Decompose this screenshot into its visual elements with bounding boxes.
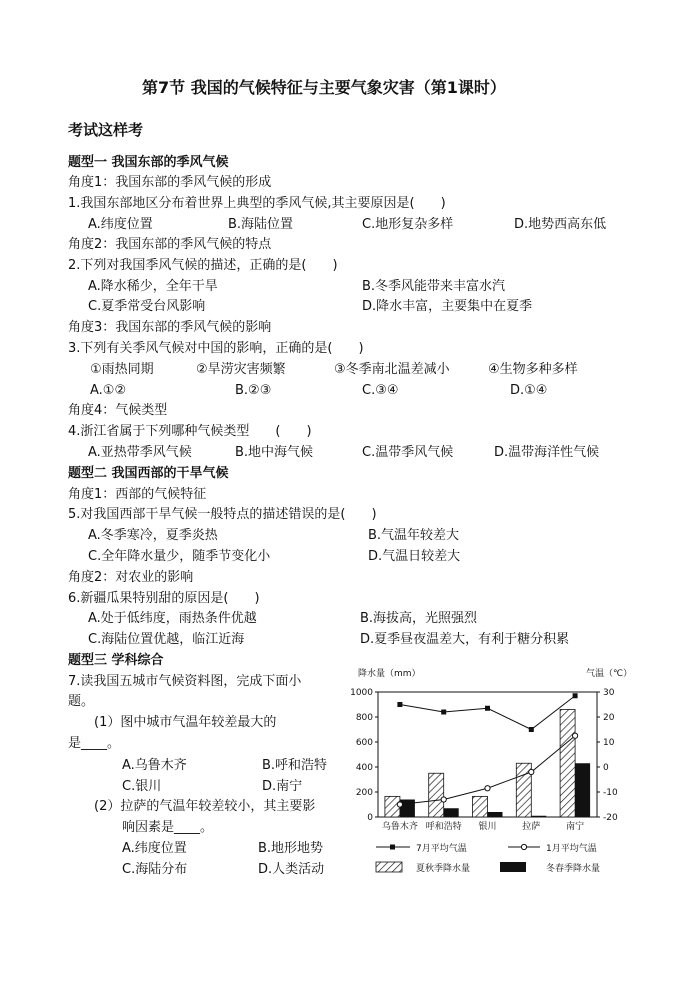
angle-3-label: 角度3：我国东部的季风气候的影响: [68, 320, 272, 335]
y-right-tick-label: 0: [603, 763, 609, 773]
q2-option-c: C.夏季常受台风影响: [88, 299, 206, 314]
q7-sub1-option-b: B.呼和浩特: [262, 758, 328, 773]
x-category-label: 拉萨: [522, 822, 541, 832]
legend-july-label: 7月平均气温: [416, 844, 467, 854]
question-1: 1.我国东部地区分布着世界上典型的季风气候,其主要原因是( ): [68, 196, 446, 211]
climate-chart: [340, 662, 640, 890]
y-left-tick-label: 600: [355, 738, 373, 748]
q1-option-a: A.纬度位置: [88, 217, 153, 232]
jan-temp-point: [573, 733, 578, 738]
angle-5-label: 角度1：西部的气候特征: [68, 487, 207, 502]
question-7-line1: 7.读我国五城市气候资料图，完成下面小: [68, 674, 302, 689]
question-6: 6.新疆瓜果特别甜的原因是( ): [68, 591, 260, 606]
q1-option-d: D.地势西高东低: [514, 217, 607, 232]
legend-july-marker: [390, 845, 395, 850]
type2-heading: 题型二 我国西部的干旱气候: [68, 466, 229, 481]
q6-option-b: B.海拔高，光照强烈: [360, 611, 478, 626]
q2-option-b: B.冬季风能带来丰富水汽: [362, 279, 506, 294]
q2-option-a: A.降水稀少，全年干旱: [88, 279, 218, 294]
jan-temp-point: [397, 802, 402, 807]
question-5: 5.对我国西部干旱气候一般特点的描述错误的是( ): [68, 507, 377, 522]
y-right-tick-label: 30: [603, 688, 615, 698]
bar-summer-precip: [429, 773, 444, 817]
y-right-axis-title: 气温（℃）: [586, 669, 633, 679]
q2-option-d: D.降水丰富，主要集中在夏季: [362, 299, 533, 314]
q6-option-a: A.处于低纬度，雨热条件优越: [88, 611, 257, 626]
y-left-tick-label: 200: [355, 788, 373, 798]
q3-option-a: A.①②: [90, 383, 127, 398]
jan-temp-point: [529, 769, 534, 774]
angle-6-label: 角度2：对农业的影响: [68, 570, 194, 585]
july-temp-line: [400, 696, 575, 730]
q5-option-c: C.全年降水量少，随季节变化小: [88, 549, 271, 564]
legend-winter-swatch: [500, 862, 526, 872]
y-right-tick-label: -20: [603, 813, 618, 823]
x-category-label: 银川: [478, 822, 497, 832]
type1-heading: 题型一 我国东部的季风气候: [68, 155, 229, 170]
q7-sub1-option-c: C.银川: [122, 779, 162, 794]
q3-option-b: B.②③: [235, 383, 272, 398]
july-temp-point: [573, 693, 578, 698]
q3-statement-3: ③冬季南北温差减小: [334, 362, 450, 377]
q3-option-d: D.①④: [510, 383, 548, 398]
q7-sub2-line2: 响因素是____。: [122, 820, 214, 835]
jan-temp-point: [441, 797, 446, 802]
legend-winter-label: 冬春季降水量: [546, 864, 601, 874]
question-3: 3.下列有关季风气候对中国的影响，正确的是( ): [68, 341, 364, 356]
bar-winter-precip: [444, 808, 459, 817]
q1-option-b: B.海陆位置: [228, 217, 294, 232]
angle-4-label: 角度4：气候类型: [68, 403, 168, 418]
q7-sub1-line1: (1）图中城市气温年较差最大的: [94, 715, 277, 730]
q1-option-c: C.地形复杂多样: [362, 217, 454, 232]
q5-option-a: A.冬季寒冷，夏季炎热: [88, 528, 218, 543]
bar-summer-precip: [385, 796, 400, 817]
july-temp-point: [397, 702, 402, 707]
jan-temp-point: [485, 786, 490, 791]
q7-sub2-option-a: A.纬度位置: [122, 841, 187, 856]
q4-option-a: A.亚热带季风气候: [88, 445, 192, 460]
y-left-axis-title: 降水量（mm）: [358, 669, 421, 679]
question-2: 2.下列对我国季风气候的描述，正确的是( ): [68, 258, 338, 273]
q5-option-b: B.气温年较差大: [368, 528, 460, 543]
x-category-label: 南宁: [566, 822, 585, 832]
july-temp-point: [529, 727, 534, 732]
bar-summer-precip: [473, 796, 488, 817]
y-right-tick-label: 10: [603, 738, 615, 748]
question-7-line2: 题。: [68, 694, 95, 709]
page-title: 第7节 我国的气候特征与主要气象灾害（第1课时）: [142, 78, 506, 97]
legend-jan-marker: [521, 844, 526, 849]
q5-option-d: D.气温日较差大: [368, 549, 461, 564]
q7-sub2-option-c: C.海陆分布: [122, 862, 188, 877]
question-4: 4.浙江省属于下列哪种气候类型 ( ): [68, 424, 312, 439]
q7-sub2-option-b: B.地形地势: [258, 841, 324, 856]
q7-sub1-option-d: D.南宁: [262, 779, 303, 794]
y-right-tick-label: 20: [603, 713, 615, 723]
july-temp-point: [485, 706, 490, 711]
q3-statement-2: ②旱涝灾害频繁: [196, 362, 286, 377]
section-heading: 考试这样考: [68, 121, 144, 139]
y-left-tick-label: 800: [355, 713, 373, 723]
angle-1-label: 角度1：我国东部的季风气候的形成: [68, 175, 272, 190]
q7-sub2-option-d: D.人类活动: [258, 862, 325, 877]
q7-sub2-line1: (2）拉萨的气温年较差较小，其主要影: [94, 799, 316, 814]
y-left-tick-label: 1000: [350, 688, 373, 698]
bar-summer-precip: [560, 710, 575, 818]
legend-summer-label: 夏秋季降水量: [416, 864, 471, 874]
bar-winter-precip: [531, 816, 546, 817]
legend-jan-label: 1月平均气温: [546, 844, 597, 854]
q4-option-d: D.温带海洋性气候: [494, 445, 600, 460]
q3-option-c: C.③④: [362, 383, 399, 398]
x-category-label: 呼和浩特: [425, 822, 462, 832]
q3-statement-4: ④生物多种多样: [488, 362, 578, 377]
q4-option-c: C.温带季风气候: [362, 445, 454, 460]
q4-option-b: B.地中海气候: [235, 445, 314, 460]
y-right-tick-label: -10: [603, 788, 618, 798]
x-category-label: 乌鲁木齐: [381, 822, 418, 832]
q6-option-c: C.海陆位置优越，临江近海: [88, 632, 245, 647]
bar-winter-precip: [400, 800, 415, 818]
q6-option-d: D.夏季昼夜温差大，有利于糖分积累: [360, 632, 570, 647]
y-left-tick-label: 0: [367, 813, 373, 823]
bar-winter-precip: [488, 812, 503, 817]
q3-statement-1: ①雨热同期: [90, 362, 154, 377]
type3-heading: 题型三 学科综合: [68, 653, 164, 668]
jan-temp-line: [400, 736, 575, 805]
y-left-tick-label: 400: [355, 763, 373, 773]
bar-winter-precip: [575, 763, 590, 817]
q7-sub1-line2: 是____。: [68, 736, 121, 751]
q7-sub1-option-a: A.乌鲁木齐: [122, 758, 187, 773]
july-temp-point: [441, 710, 446, 715]
legend-summer-swatch: [376, 862, 402, 872]
angle-2-label: 角度2：我国东部的季风气候的特点: [68, 237, 272, 252]
